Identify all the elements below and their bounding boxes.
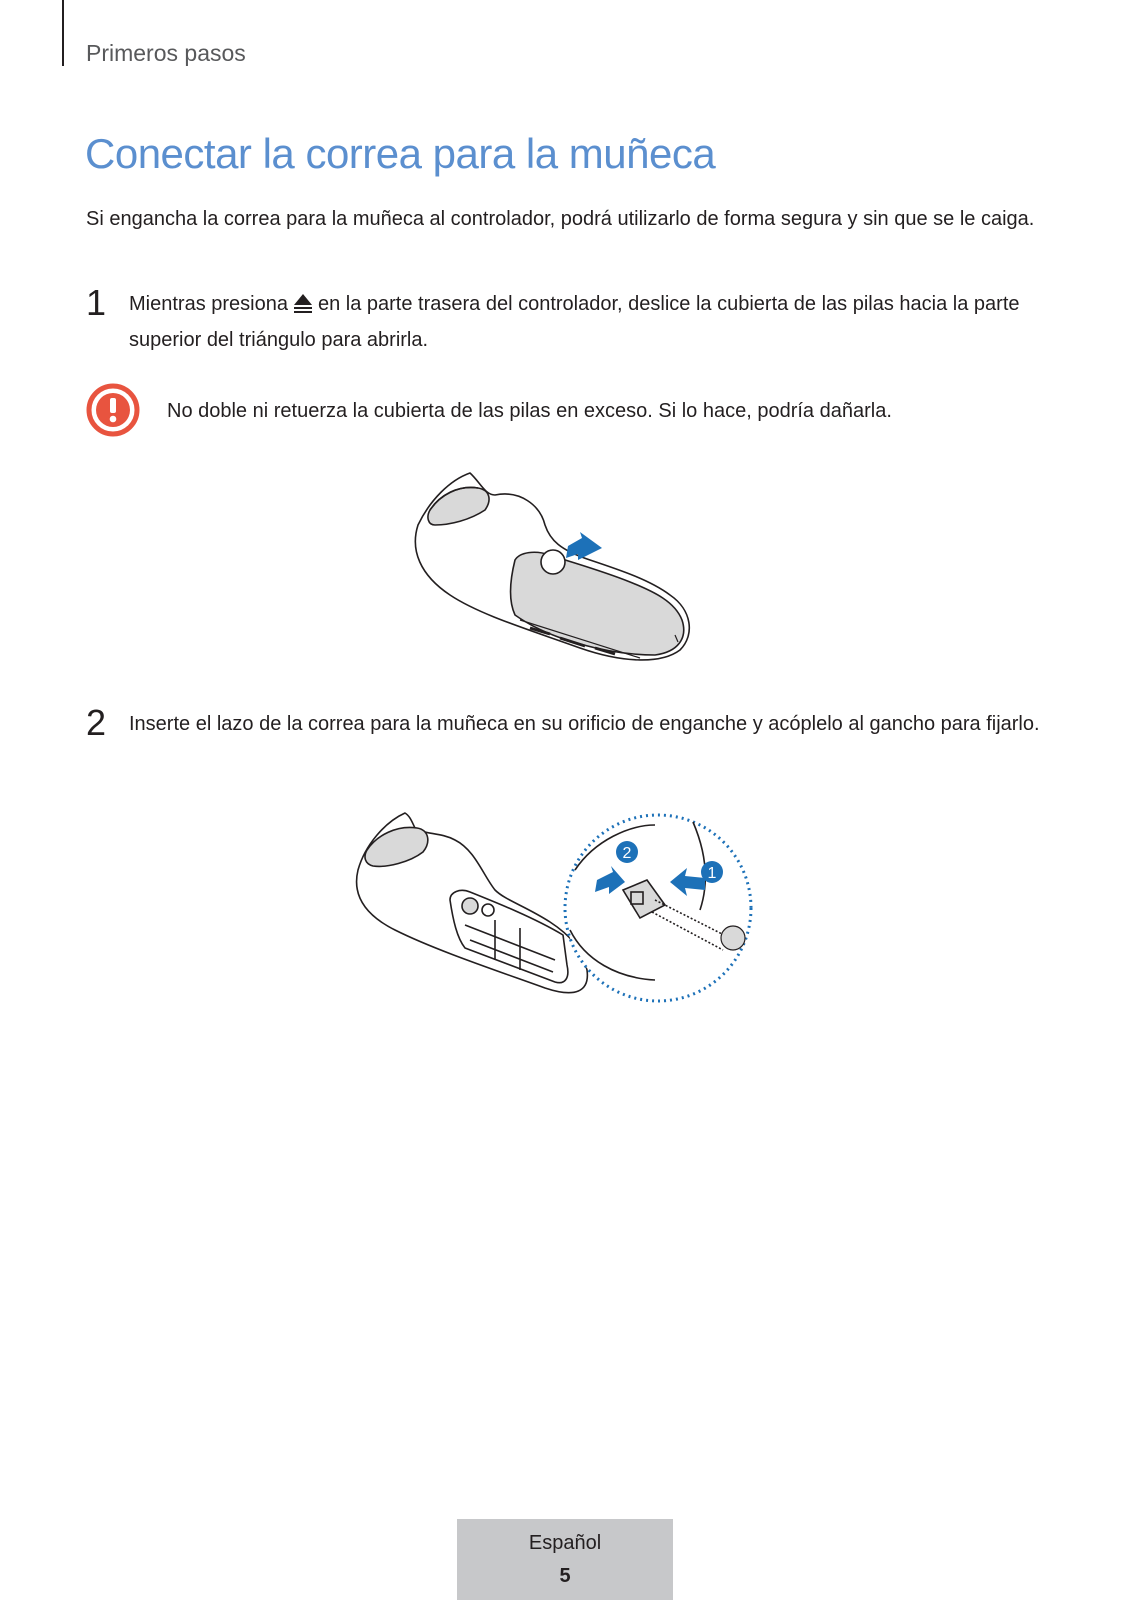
battery-cover-illustration: [410, 470, 710, 680]
step-1-text-after: en la parte trasera del controlador, deslice la cubierta de las pilas hacia la parte superior del triángulo para abrirla.: [129, 293, 1020, 351]
step-text-1: [129, 288, 1049, 356]
footer-box: [457, 1519, 673, 1600]
caution-text: No doble ni retuerza la cubierta de las pilas en exceso. Si lo hace, podría dañarla.: [167, 400, 892, 422]
page-number: 5: [559, 1565, 571, 1587]
eject-triangle-icon: [292, 292, 314, 324]
callout-2: 2: [622, 845, 632, 862]
step-number-1: 1: [86, 282, 107, 323]
callout-1: 1: [707, 865, 717, 882]
step-text-2: Inserte el lazo de la correa para la muñeca en su orificio de enganche y acóplelo al gancho para fijarlo.: [129, 713, 1040, 735]
page-title: Conectar la correa para la muñeca: [85, 130, 716, 177]
intro-paragraph: Si engancha la correa para la muñeca al controlador, podrá utilizarlo de forma segura y sin que se le caiga.: [86, 208, 1035, 230]
strap-detail-callout: [565, 815, 751, 1001]
section-header: Primeros pasos: [86, 40, 246, 66]
wrist-strap-illustration: [355, 810, 775, 1030]
step-1-text-before: Mientras presiona: [129, 293, 288, 315]
footer-language: Español: [528, 1532, 602, 1554]
step-number-2: 2: [86, 702, 107, 743]
caution-icon: [86, 383, 140, 442]
header-rule: [62, 0, 64, 66]
slide-arrow-icon: [566, 532, 602, 560]
